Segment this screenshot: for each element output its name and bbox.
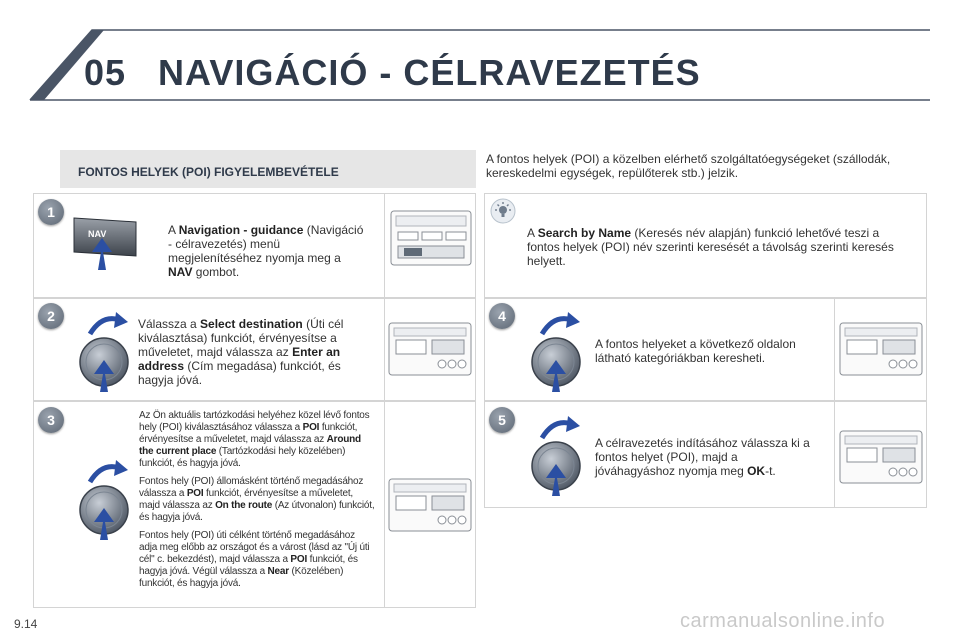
section-intro: A fontos helyek (POI) a közelben elérhető szolgáltatóegységeket (szállodák, kereskedelmi egységek, repülőterek stb.) jelzik. xyxy=(486,152,891,180)
radio-unit-illustration xyxy=(388,478,472,532)
radio-unit-illustration xyxy=(839,322,923,376)
lightbulb-icon xyxy=(490,198,516,224)
chapter-title: NAVIGÁCIÓ - CÉLRAVEZETÉS xyxy=(158,52,701,93)
step-number-3: 3 xyxy=(38,407,64,433)
step-2-text: Válassza a Select destination (Úti cél kiválasztása) funkciót, érvényesítse a műveletet, majd válassza az Enter an address (Cím megadása) funkciót, és hagyja jóvá. xyxy=(138,317,344,387)
step-number-2: 2 xyxy=(38,303,64,329)
step-number-4: 4 xyxy=(489,303,515,329)
step-3-text: Az Ön aktuális tartózkodási helyéhez közel lévő fontos hely (POI) kiválasztásához válassza a POI funkciót, érvényesítse a műveletet, majd válassza az Around the current place (Tartózkodási hely közelében) funkciót, és hagyja jóvá. Fontos hely (POI) állomásként történő megadásához válassza a POI funkciót, érvényesítse a műveletet, majd válassza az On the route (Az útvonalon) funkciót, és hagyja jóvá. Fontos hely (POI) úti célként történő megadásához adja meg előbb az országot és a várost (lásd az "Új úti cél" c. bekezdést), majd válassza a POI funkciót, és hagyja jóvá. Végül válassza a Near (Közelében) funkciót, és hagyja jóvá. xyxy=(139,410,375,589)
step-5-text: A célravezetés indításához válassza ki a fontos helyet (POI), majd a jóváhagyáshoz nyomja meg OK-t. xyxy=(595,436,810,478)
rotary-knob-icon[interactable] xyxy=(524,312,604,392)
rotary-knob-icon[interactable] xyxy=(524,416,604,496)
page-number: 9.14 xyxy=(14,617,38,631)
step-number-5: 5 xyxy=(489,407,515,433)
radio-unit-illustration xyxy=(390,210,472,266)
step-number-1: 1 xyxy=(38,199,64,225)
nav-button-icon[interactable] xyxy=(70,212,140,272)
tip-text: A Search by Name (Keresés név alapján) funkció lehetővé teszi a fontos helyek (POI) név szerinti keresését a távolság szerinti keresés helyett. xyxy=(527,226,894,268)
radio-unit-illustration xyxy=(388,322,472,376)
watermark: carmanualsonline.info xyxy=(680,610,886,632)
radio-unit-illustration xyxy=(839,430,923,484)
section-title: FONTOS HELYEK (POI) FIGYELEMBEVÉTELE xyxy=(78,165,339,179)
step-1-text: A Navigation - guidance (Navigáció - célravezetés) menü megjelenítéséhez nyomja meg a NAV gombot. xyxy=(168,223,364,279)
nav-button-label: NAV xyxy=(88,229,107,239)
chapter-number: 05 xyxy=(84,52,127,93)
step-4-text: A fontos helyeket a következő oldalon látható kategóriákban keresheti. xyxy=(595,337,796,365)
